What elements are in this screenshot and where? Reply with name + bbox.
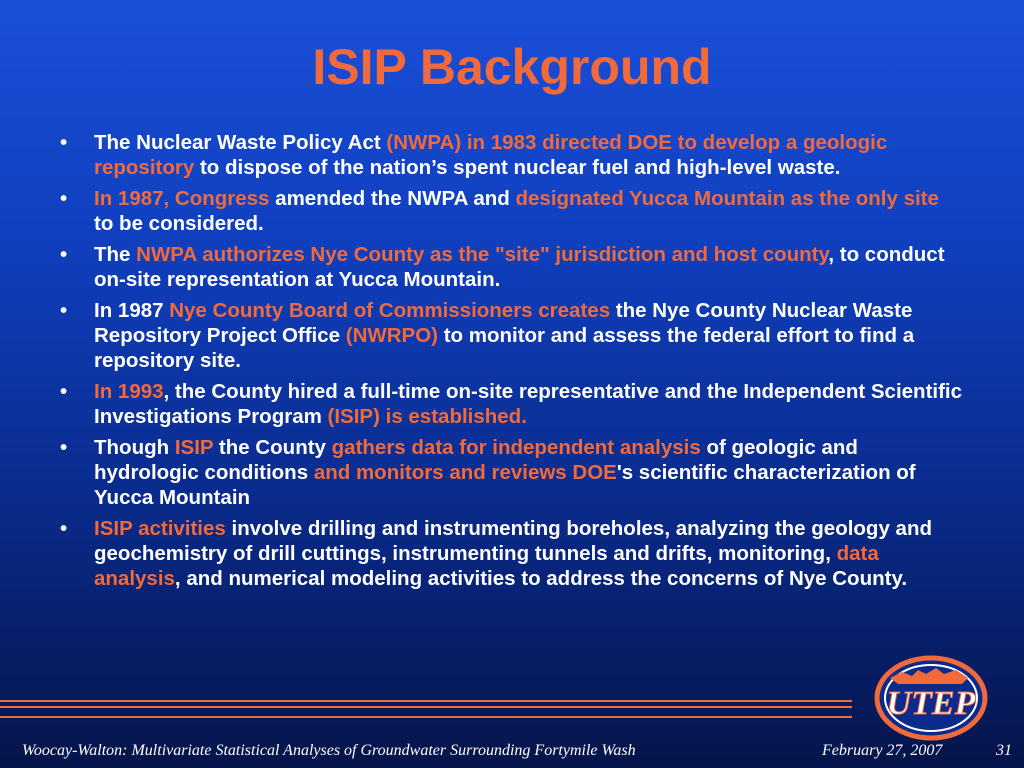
highlighted-text: NWPA authorizes Nye County as the "site" jurisdiction and host county xyxy=(136,243,829,266)
bullet-dot-icon: • xyxy=(60,243,68,266)
footer-rule-bottom xyxy=(0,716,852,718)
bullet-dot-icon: • xyxy=(60,299,68,322)
bullet-dot-icon: • xyxy=(60,517,68,540)
slide-title: ISIP Background xyxy=(312,39,712,95)
bullet-text: to monitor and assess the federal effort to find a repository site. xyxy=(94,324,915,372)
bullet-item xyxy=(58,130,963,180)
bullet-text: , and numerical modeling activities to address the concerns of Nye County. xyxy=(174,567,908,590)
highlighted-text: (NWRPO) xyxy=(345,324,438,347)
bullet-text: In 1987 xyxy=(94,299,170,322)
highlighted-text: (NWPA) in 1983 directed DOE to develop a geologic repository xyxy=(94,131,888,179)
bullet-text: to be considered. xyxy=(94,212,264,235)
bullet-item xyxy=(58,298,963,373)
bullet-text: amended the NWPA and xyxy=(269,187,516,210)
bullet-text: The xyxy=(94,243,137,266)
highlighted-text: In 1993 xyxy=(94,380,164,403)
highlighted-text: In 1987, Congress xyxy=(94,187,270,210)
bullet-text: the County xyxy=(213,436,332,459)
footer-rule-mid xyxy=(0,706,852,708)
bullet-dot-icon: • xyxy=(60,436,68,459)
highlighted-text: designated Yucca Mountain as the only site xyxy=(515,187,939,210)
bullet-dot-icon: • xyxy=(60,187,68,210)
bullet-dot-icon: • xyxy=(60,131,68,154)
highlighted-text: ISIP xyxy=(174,436,214,459)
highlighted-text: ISIP activities xyxy=(94,517,226,540)
bullet-item xyxy=(58,186,963,236)
bullet-text: to dispose of the nation’s spent nuclear fuel and high-level waste. xyxy=(194,156,841,179)
bullet-text: the Nye County Nuclear Waste Repository Project Office xyxy=(94,299,913,347)
bullet-item xyxy=(58,435,963,510)
bullet-item xyxy=(58,242,963,292)
footer-page-number: 31 xyxy=(996,742,1012,759)
highlighted-text: Nye County Board of Commissioners creates xyxy=(169,299,611,322)
bullet-text: The Nuclear Waste Policy Act xyxy=(94,131,387,154)
svg-text:UTEP: UTEP xyxy=(886,685,976,722)
footer-date: February 27, 2007 xyxy=(822,742,943,759)
footer-citation: Woocay-Walton: Multivariate Statistical Analyses of Groundwater Surrounding Fortymile Wash xyxy=(22,742,636,759)
bullet-text: involve drilling and instrumenting boreholes, analyzing the geology and geochemistry of drill cuttings, instrumenting tunnels and drifts, monitoring, xyxy=(94,517,933,565)
highlighted-text: gathers data for independent analysis xyxy=(331,436,701,459)
footer-rules xyxy=(0,688,852,738)
utep-logo xyxy=(872,648,990,748)
bullet-list xyxy=(58,130,963,597)
bullet-text: , the County hired a full-time on-site representative and the Independent Scientific Investigations Program xyxy=(94,380,963,428)
highlighted-text: (ISIP) is established. xyxy=(327,405,527,428)
bullet-item xyxy=(58,379,963,429)
bullet-text: Though xyxy=(94,436,175,459)
footer-rule-top xyxy=(0,700,852,702)
bullet-text: of geologic and hydrologic conditions xyxy=(94,436,858,484)
bullet-item xyxy=(58,516,963,591)
bullet-dot-icon: • xyxy=(60,380,68,403)
bullet-text: , to conduct on-site representation at Yucca Mountain. xyxy=(94,243,945,291)
highlighted-text: data analysis xyxy=(94,542,879,590)
highlighted-text: and monitors and reviews DOE xyxy=(313,461,617,484)
bullet-text: 's scientific characterization of Yucca Mountain xyxy=(94,461,916,509)
